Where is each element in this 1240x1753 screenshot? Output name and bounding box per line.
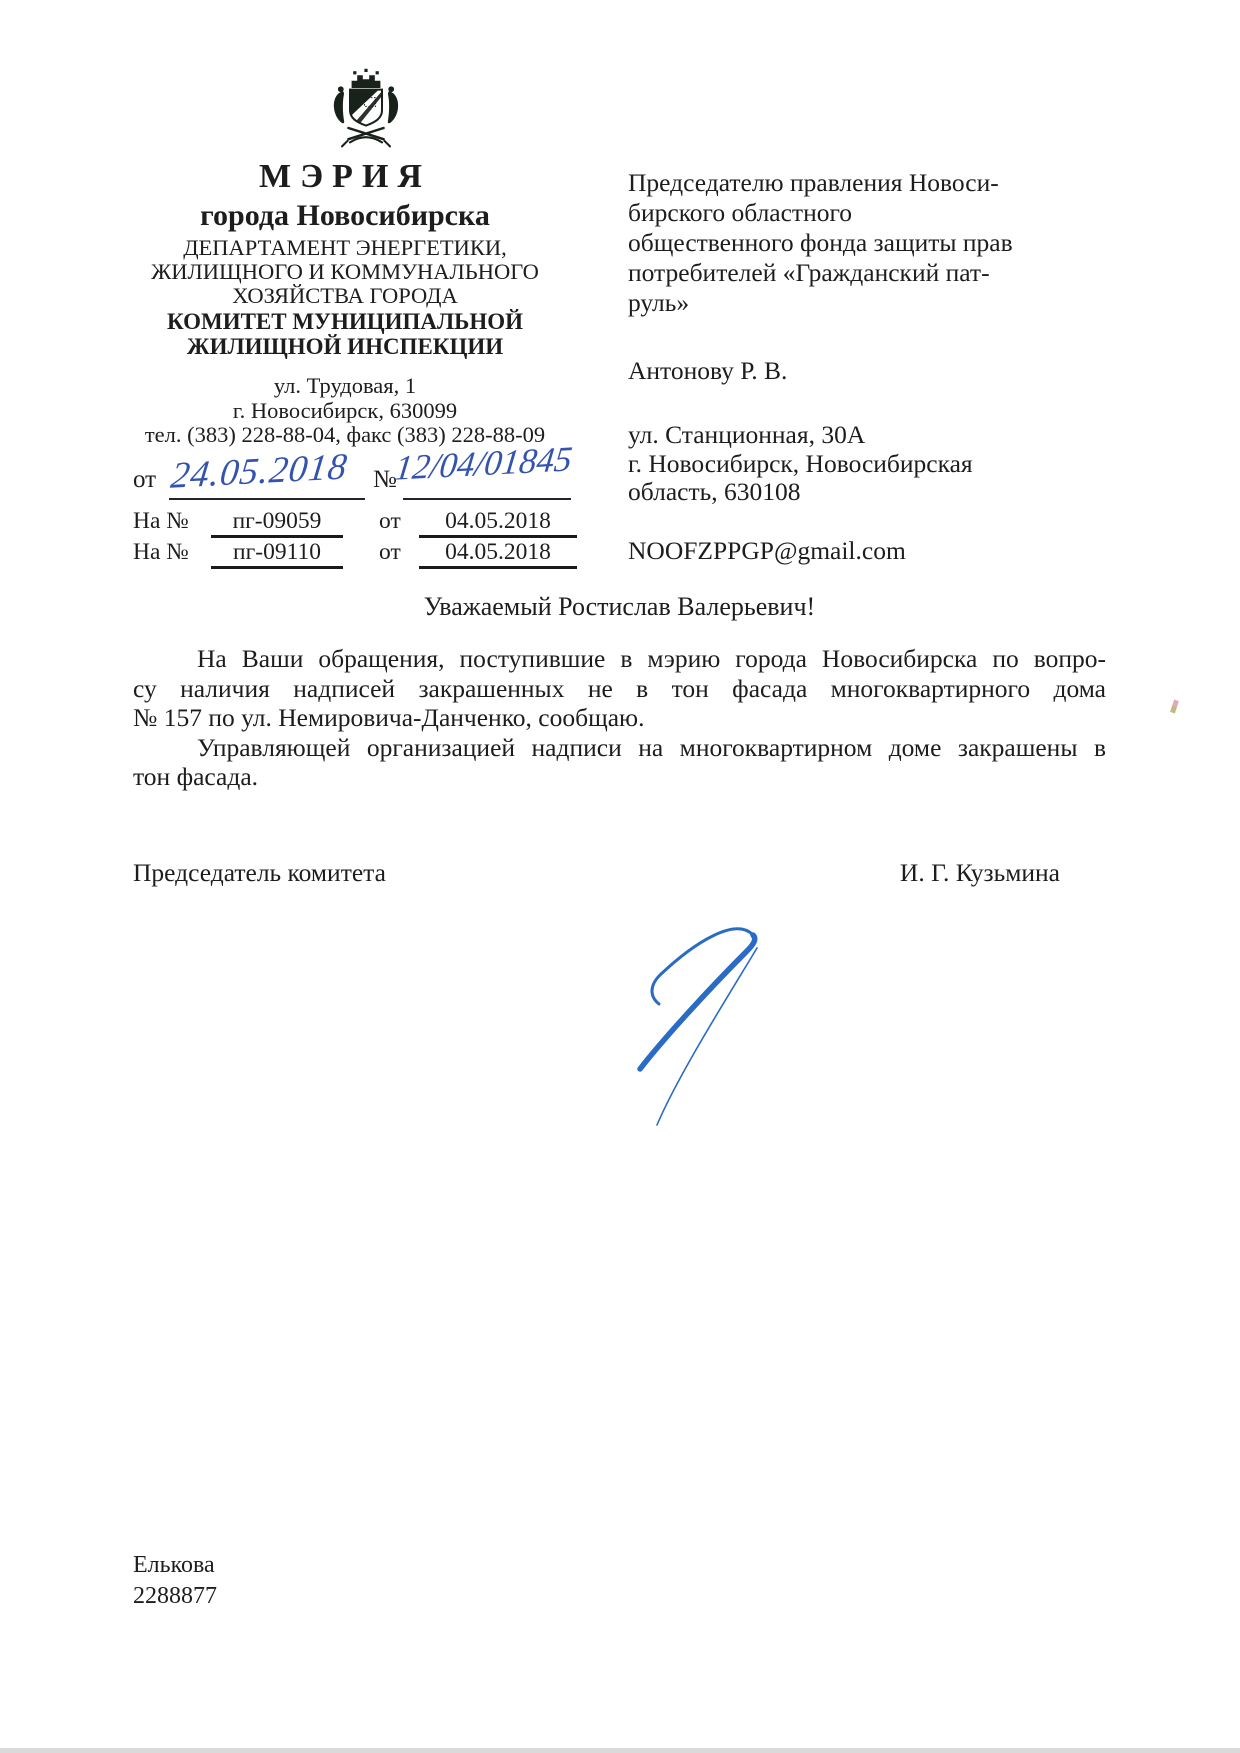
address-line: тел. (383) 228-88-04, факс (383) 228-88-09 (144, 422, 546, 447)
signer-position: Председатель комитета (133, 858, 386, 887)
committee-line: КОМИТЕТ МУНИЦИПАЛЬНОЙ (166, 309, 524, 334)
ref-date: 04.05.2018 (419, 508, 577, 538)
ref-label: На № (133, 508, 189, 534)
sender-org-title: МЭРИЯ (259, 158, 431, 195)
handwritten-outgoing-date: 24.05.2018 (168, 446, 350, 497)
recipient-org-line: общественного фонда защиты прав (628, 228, 1013, 257)
committee-line: ЖИЛИЩНОЙ ИНСПЕКЦИИ (186, 334, 504, 359)
scan-speck (1170, 700, 1179, 714)
department-line: ХОЗЯЙСТВА ГОРОДА (232, 283, 458, 308)
salutation: Уважаемый Ростислав Валерьевич! (423, 592, 816, 621)
ref-number: пг-09110 (211, 539, 343, 569)
incoming-references (133, 508, 603, 570)
outgoing-date-underline (169, 498, 365, 500)
signer-name: И. Г. Кузьмина (899, 858, 1060, 887)
body-line: су наличия надписей закрашенных не в тон фасада многоквартирного дома (133, 673, 1106, 703)
executor-block (133, 1550, 217, 1612)
body-line: тон фасада. (133, 762, 259, 791)
body-line: На Ваши обращения, поступившие в мэрию города Новосибирска по вопро- (197, 644, 1106, 673)
recipient-address-line: ул. Станционная, 30А (628, 420, 866, 449)
sender-letterhead (105, 156, 585, 448)
ref-number: пг-09059 (211, 508, 343, 538)
department-line: ДЕПАРТАМЕНТ ЭНЕРГЕТИКИ, (183, 235, 507, 260)
handwritten-signature-icon (545, 812, 780, 1142)
outgoing-from-label: от (133, 466, 157, 493)
outgoing-number-underline (403, 498, 571, 500)
body-line: № 157 по ул. Немировича-Данченко, сообщаю. (133, 703, 645, 732)
executor-phone: 2288877 (133, 1583, 217, 1609)
body-line: Управляющей организацией надписи на многоквартирном доме закрашены в (197, 732, 1106, 762)
ref-date: 04.05.2018 (419, 539, 577, 569)
department-line: ЖИЛИЩНОГО И КОММУНАЛЬНОГО (151, 259, 539, 284)
incoming-reference-row (133, 539, 603, 570)
outgoing-number-label: № (373, 466, 397, 493)
letter-body (133, 644, 1106, 792)
ref-from-label: от (379, 508, 401, 534)
executor-name: Елькова (133, 1552, 215, 1578)
recipient-address (628, 421, 1098, 507)
address-line: г. Новосибирск, 630099 (232, 397, 458, 423)
recipient-person-name: Антонову Р. В. (628, 356, 788, 385)
sender-org-subtitle: города Новосибирска (200, 199, 490, 232)
sender-address (105, 374, 585, 448)
handwritten-outgoing-number: 12/04/01845 (392, 439, 575, 488)
recipient-org-line: руль» (628, 288, 690, 317)
ref-label: На № (133, 539, 189, 565)
address-line: ул. Трудовая, 1 (273, 373, 417, 398)
scan-edge-line (0, 1748, 1240, 1753)
sender-committee (105, 309, 585, 359)
ref-from-label: от (379, 539, 401, 565)
recipient-block (628, 168, 1098, 566)
recipient-org-line: потребителей «Гражданский пат- (628, 258, 990, 287)
incoming-reference-row (133, 508, 603, 539)
novosibirsk-coat-of-arms-icon (318, 62, 414, 162)
recipient-email: NOOFZPPGP@gmail.com (628, 535, 906, 565)
outgoing-reference-line (133, 439, 603, 504)
sender-department (105, 236, 585, 308)
recipient-org-line: Председателю правления Новоси- (628, 168, 999, 197)
recipient-org-line: бирского областного (628, 198, 853, 227)
recipient-address-line: область, 630108 (628, 477, 801, 506)
recipient-organization (628, 168, 1098, 318)
recipient-address-line: г. Новосибирск, Новосибирская (628, 448, 973, 478)
